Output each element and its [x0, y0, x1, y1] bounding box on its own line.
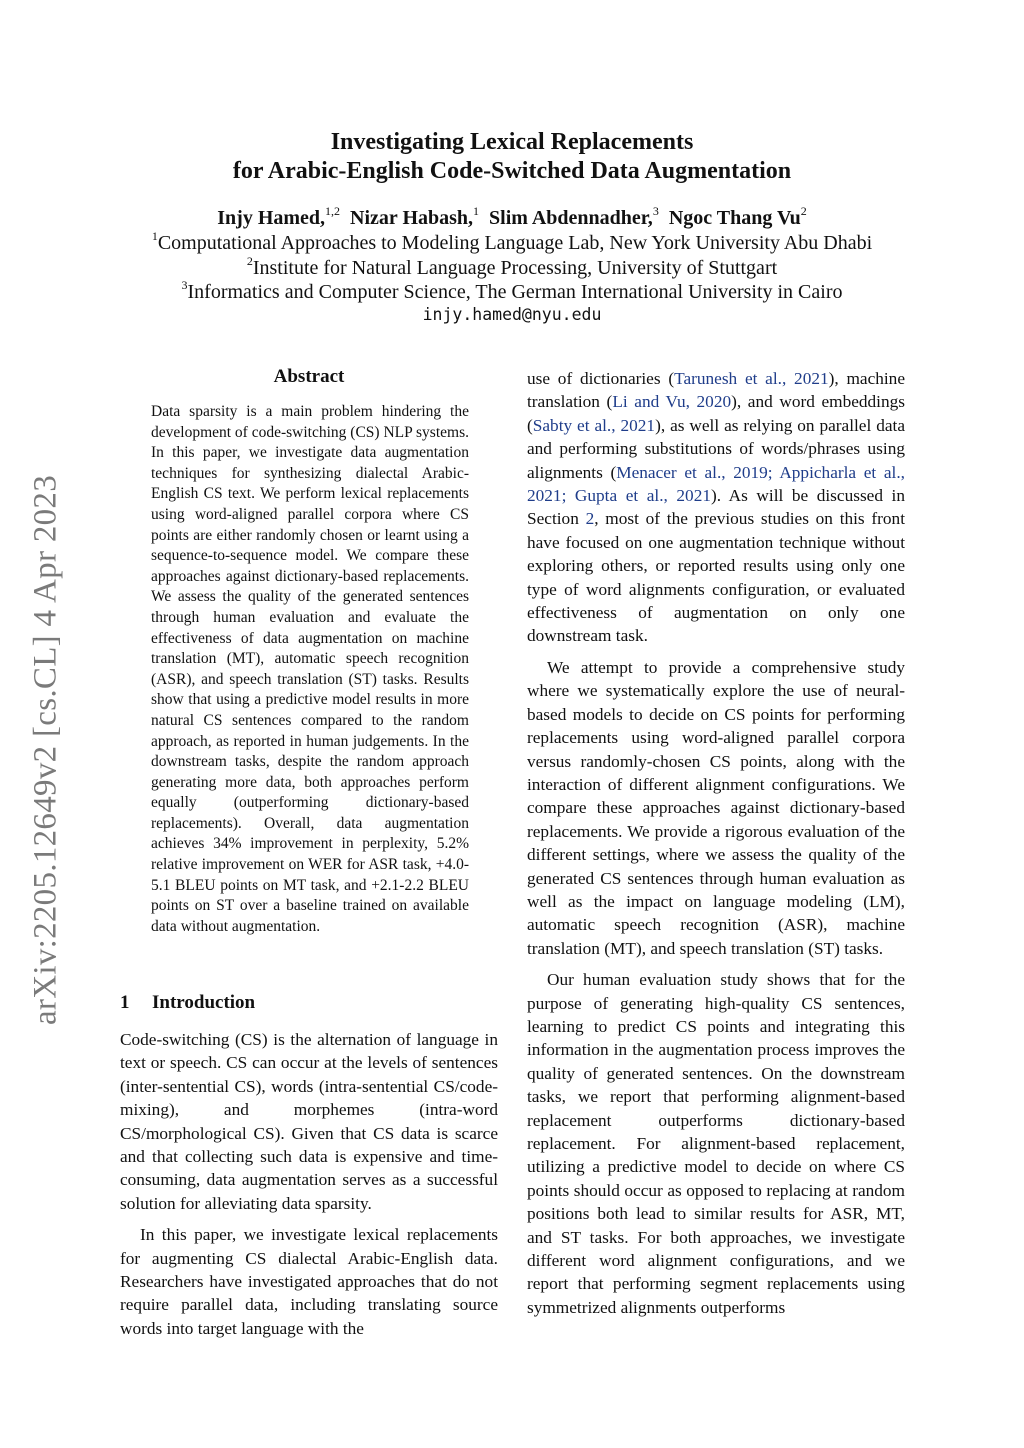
affiliation-list	[100, 231, 924, 305]
text-run: ). As will be discussed in Section	[527, 486, 905, 529]
author-affil-mark: 3	[652, 204, 659, 219]
author-name: Nizar Habash,	[350, 207, 474, 229]
author-name: Injy Hamed,	[217, 207, 326, 229]
citation-link[interactable]: Menacer et al., 2019; Appicharla et al., 2021; Gupta et al., 2021	[527, 462, 905, 506]
affiliation	[100, 253, 924, 281]
affiliation-text: Computational Approaches to Modeling Language Lab, New York University Abu Dhabi	[157, 232, 873, 254]
affiliation-mark: 3	[181, 278, 188, 293]
arxiv-identifier: arXiv:2205.12649v2 [cs.CL] 4 Apr 2023	[27, 474, 64, 1026]
left-column-body	[120, 1028, 498, 1348]
text-run: ), as well as relying on parallel data and performing substitutions of words/phrases using alignments (	[527, 415, 905, 482]
section-heading-introduction	[120, 992, 255, 1014]
author-affil-mark: 1,2	[325, 204, 341, 219]
author-email: injy.hamed@nyu.edu	[422, 305, 602, 324]
paper-title	[120, 128, 904, 186]
citation-link[interactable]: Tarunesh et al., 2021	[674, 369, 829, 388]
affiliation-mark: 2	[246, 253, 253, 268]
paragraph: Code-switching (CS) is the alternation of language in text or speech. CS can occur at the levels of sentences (inter-sentential CS), words (intra-sentential CS/code-mixing), and morphemes (intra-word CS/morphological CS). Given that CS data is scarce and that collecting such data is expensive and time-consuming, data augmentation serves as a successful solution for alleviating data sparsity.	[120, 1030, 498, 1213]
affiliation-mark: 1	[151, 229, 158, 244]
section-title: Introduction	[152, 992, 256, 1013]
paragraph	[527, 367, 905, 648]
author-affil-mark: 1	[473, 204, 480, 219]
affiliation	[100, 231, 924, 256]
paragraph: In this paper, we investigate lexical replacements for augmenting CS dialectal Arabic-English data. Researchers have investigated approaches that do not require parallel data, including translating source words into target language with the	[120, 1225, 498, 1338]
affiliation-text: Informatics and Computer Science, The German International University in Cairo	[187, 281, 843, 303]
author-name: Ngoc Thang Vu	[668, 207, 801, 229]
affiliation	[100, 280, 924, 305]
text-run: use of dictionaries (	[527, 369, 675, 388]
author-list	[120, 205, 904, 231]
text-run: ), machine translation (	[527, 369, 905, 412]
paragraph: Our human evaluation study shows that for the purpose of generating high-quality CS sentences, learning to predict CS points and integrating this information in the augmentation process improves the quality of generated sentences. On the downstream tasks, we report that performing alignment-based replacement outperforms dictionary-based replacement. For alignment-based replacement, utilizing a predictive model to decide on where CS points should occur as opposed to replacing at random positions both lead to similar results for ASR, MT, and ST tasks. For both approaches, we investigate different word alignment configurations, and we report that performing segment replacements using symmetrized alignments outperforms	[527, 970, 905, 1317]
title-line-1: Investigating Lexical Replacements	[330, 129, 694, 155]
section-reference-link[interactable]: 2	[585, 509, 595, 529]
affiliation-text: Institute for Natural Language Processing, University of Stuttgart	[252, 256, 778, 279]
abstract-heading: Abstract	[273, 366, 345, 387]
abstract-text: Data sparsity is a main problem hindering the development of code-switching (CS) NLP systems. In this paper, we investigate data augmentation techniques for synthesizing dialectal Arabic-English CS text. We perform lexical replacements using word-aligned parallel corpora where CS points are either randomly chosen or learnt using a sequence-to-sequence model. We compare these approaches against dictionary-based replacements. We assess the quality of the generated sentences through human evaluation and evaluate the effectiveness of data augmentation on machine translation (MT), automatic speech recognition (ASR), and speech translation (ST) tasks. Results show that using a predictive model results in more natural CS sentences compared to the random approach, as reported in human judgements. In the downstream tasks, despite the random approach generating more data, both approaches perform equally (outperforming dictionary-based replacements). Overall, data augmentation achieves 34% improvement in perplexity, 5.2% relative improvement on WER for ASR task, +4.0-5.1 BLEU points on MT task, and +2.1-2.2 BLEU points on ST over a baseline trained on available data without augmentation.	[151, 403, 469, 935]
author-name: Slim Abdennadher,	[489, 207, 653, 229]
citation-link[interactable]: Sabty et al., 2021	[532, 415, 656, 435]
right-column-body	[527, 367, 905, 1327]
arxiv-sidebar	[18, 450, 74, 1050]
paragraph: We attempt to provide a comprehensive study where we systematically explore the use of neural-based models to decide on CS points for performing replacements using word-aligned parallel corpora versus randomly-chosen CS points, along with the interaction of different alignment configurations. We compare these approaches against dictionary-based replacements. We provide a rigorous evaluation of the different settings, where we assess the quality of the generated CS sentences through human evaluation as well as the impact on language modeling (LM), automatic speech recognition (ASR), machine translation (MT), and speech translation (ST) tasks.	[527, 657, 905, 958]
text-run: , most of the previous studies on this front have focused on one augmentation technique without exploring others, or reported results using only one type of word alignments configuration, or evaluated effectiveness of augmentation on only one downstream task.	[527, 509, 905, 646]
section-number: 1	[120, 992, 130, 1013]
title-line-2: for Arabic-English Code-Switched Data Augmentation	[232, 158, 792, 184]
citation-link[interactable]: Li and Vu, 2020	[612, 392, 732, 412]
author-affil-mark: 2	[800, 204, 807, 219]
text-run: ), and word embeddings (	[527, 392, 905, 435]
